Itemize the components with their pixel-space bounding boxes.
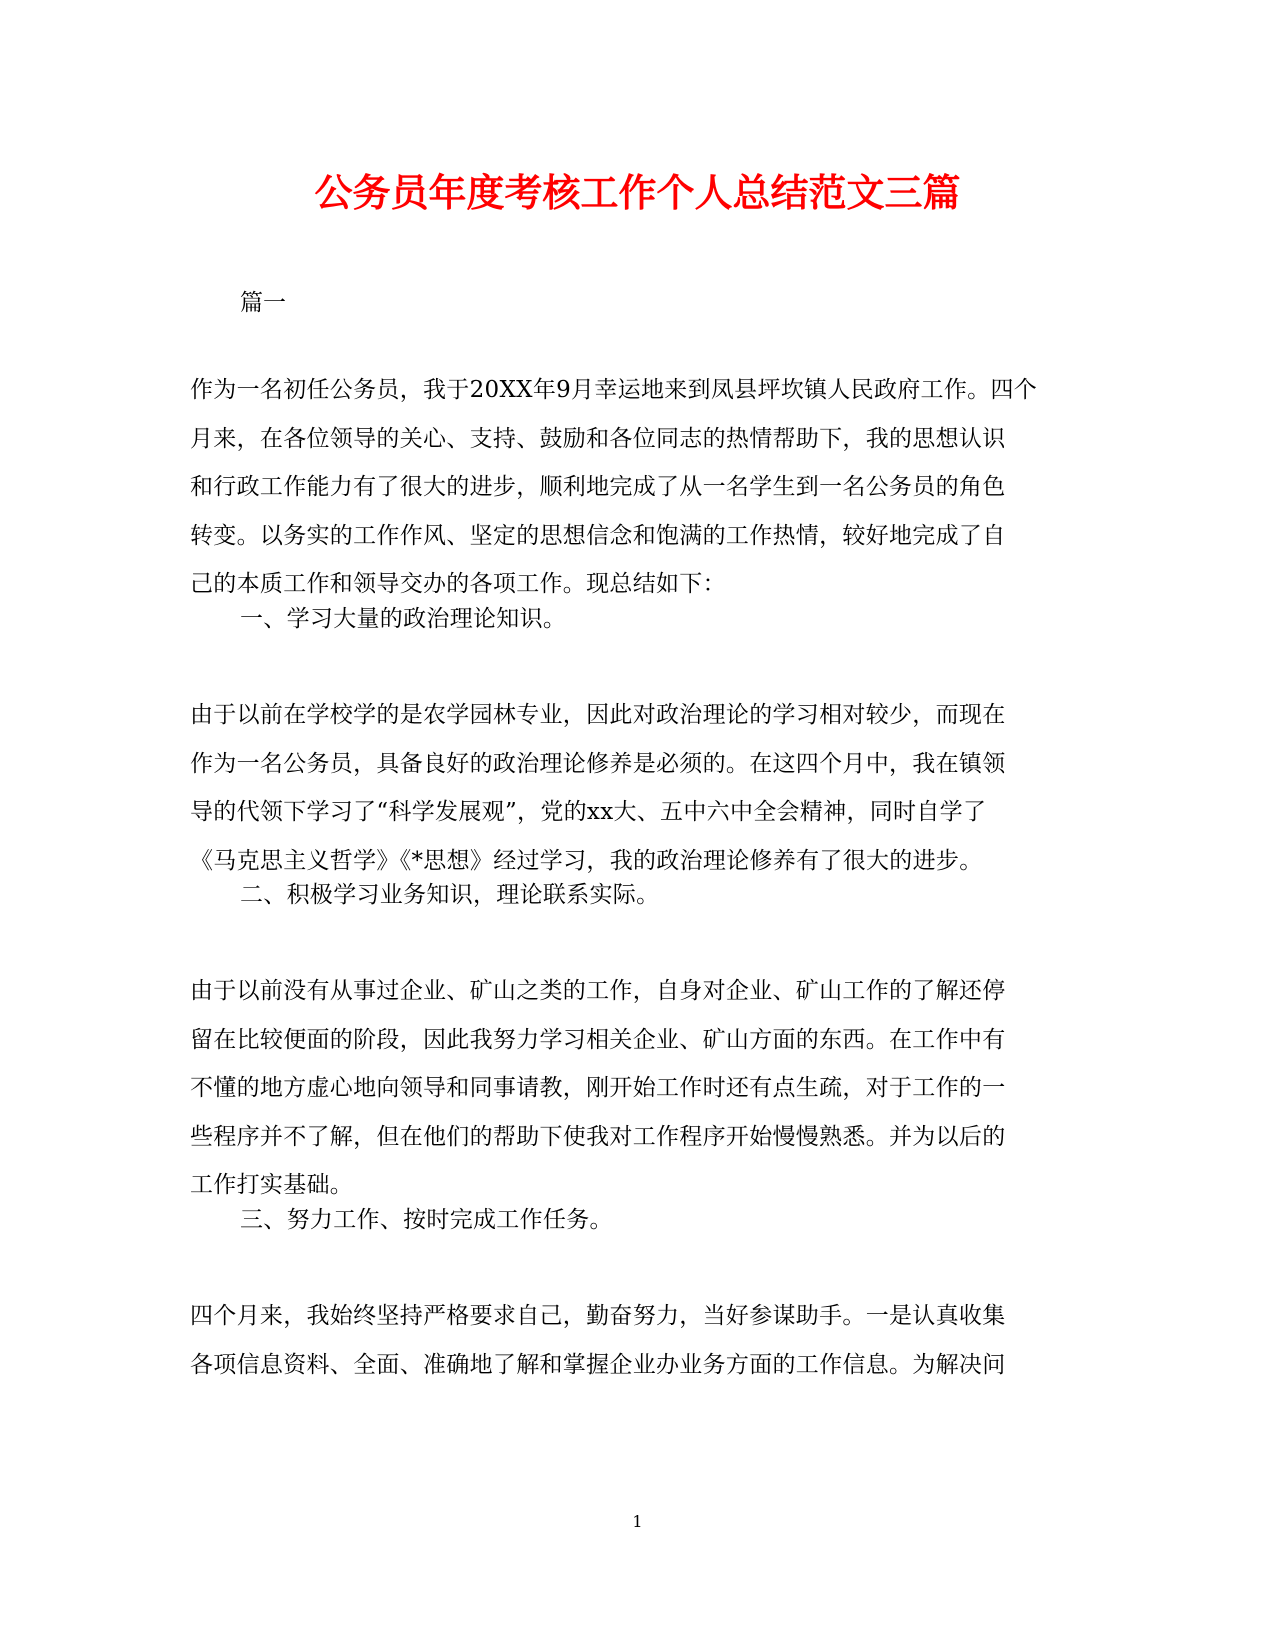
paragraph-line: 各项信息资料、全面、准确地了解和掌握企业办业务方面的工作信息。为解决问 [190, 1351, 1006, 1378]
paragraph-line: 《马克思主义哲学》《*思想》经过学习，我的政治理论修养有了很大的进步。 [190, 847, 983, 874]
paragraph-line: 工作打实基础。 [190, 1172, 354, 1198]
paragraph-line: 留在比较便面的阶段，因此我努力学习相关企业、矿山方面的东西。在工作中有 [190, 1026, 1006, 1053]
paragraph-line: 由于以前没有从事过企业、矿山之类的工作，自身对企业、矿山工作的了解还停 [190, 978, 1006, 1004]
paragraph-line: 月来，在各位领导的关心、支持、鼓励和各位同志的热情帮助下，我的思想认识 [190, 425, 1006, 452]
paragraph-line: 导的代领下学习了“科学发展观”，党的xx大、五中六中全会精神，同时自学了 [190, 799, 987, 825]
paragraph-line: 作为一名初任公务员，我于20XX年9月幸运地来到凤县坪坎镇人民政府工作。四个 [190, 377, 1038, 403]
section-label: 篇一 [240, 290, 286, 316]
paragraph-3 [190, 967, 1075, 1210]
section-heading-3: 三、努力工作、按时完成工作任务。 [240, 1207, 613, 1233]
paragraph-2 [190, 691, 1075, 885]
section-heading-1: 一、学习大量的政治理论知识。 [240, 606, 567, 632]
paragraph-line: 不懂的地方虚心地向领导和同事请教，刚开始工作时还有点生疏，对于工作的一 [190, 1075, 1006, 1101]
page-number: 1 [632, 1512, 643, 1531]
paragraph-line: 己的本质工作和领导交办的各项工作。现总结如下： [190, 571, 726, 597]
paragraph-line: 由于以前在学校学的是农学园林专业，因此对政治理论的学习相对较少，而现在 [190, 702, 1006, 728]
paragraph-line: 和行政工作能力有了很大的进步，顺利地完成了从一名学生到一名公务员的角色 [190, 474, 1006, 500]
paragraph-line: 转变。以务实的工作作风、坚定的思想信念和饱满的工作热情，较好地完成了自 [190, 522, 1006, 549]
paragraph-line: 些程序并不了解，但在他们的帮助下使我对工作程序开始慢慢熟悉。并为以后的 [190, 1123, 1006, 1150]
paragraph-4 [190, 1292, 1075, 1389]
paragraph-line: 四个月来，我始终坚持严格要求自己，勤奋努力，当好参谋助手。一是认真收集 [190, 1303, 1006, 1329]
document-title: 公务员年度考核工作个人总结范文三篇 [314, 170, 961, 215]
paragraph-line: 作为一名公务员，具备良好的政治理论修养是必须的。在这四个月中，我在镇领 [190, 750, 1006, 777]
section-heading-2: 二、积极学习业务知识，理论联系实际。 [240, 882, 660, 908]
paragraph-1 [190, 366, 1075, 609]
